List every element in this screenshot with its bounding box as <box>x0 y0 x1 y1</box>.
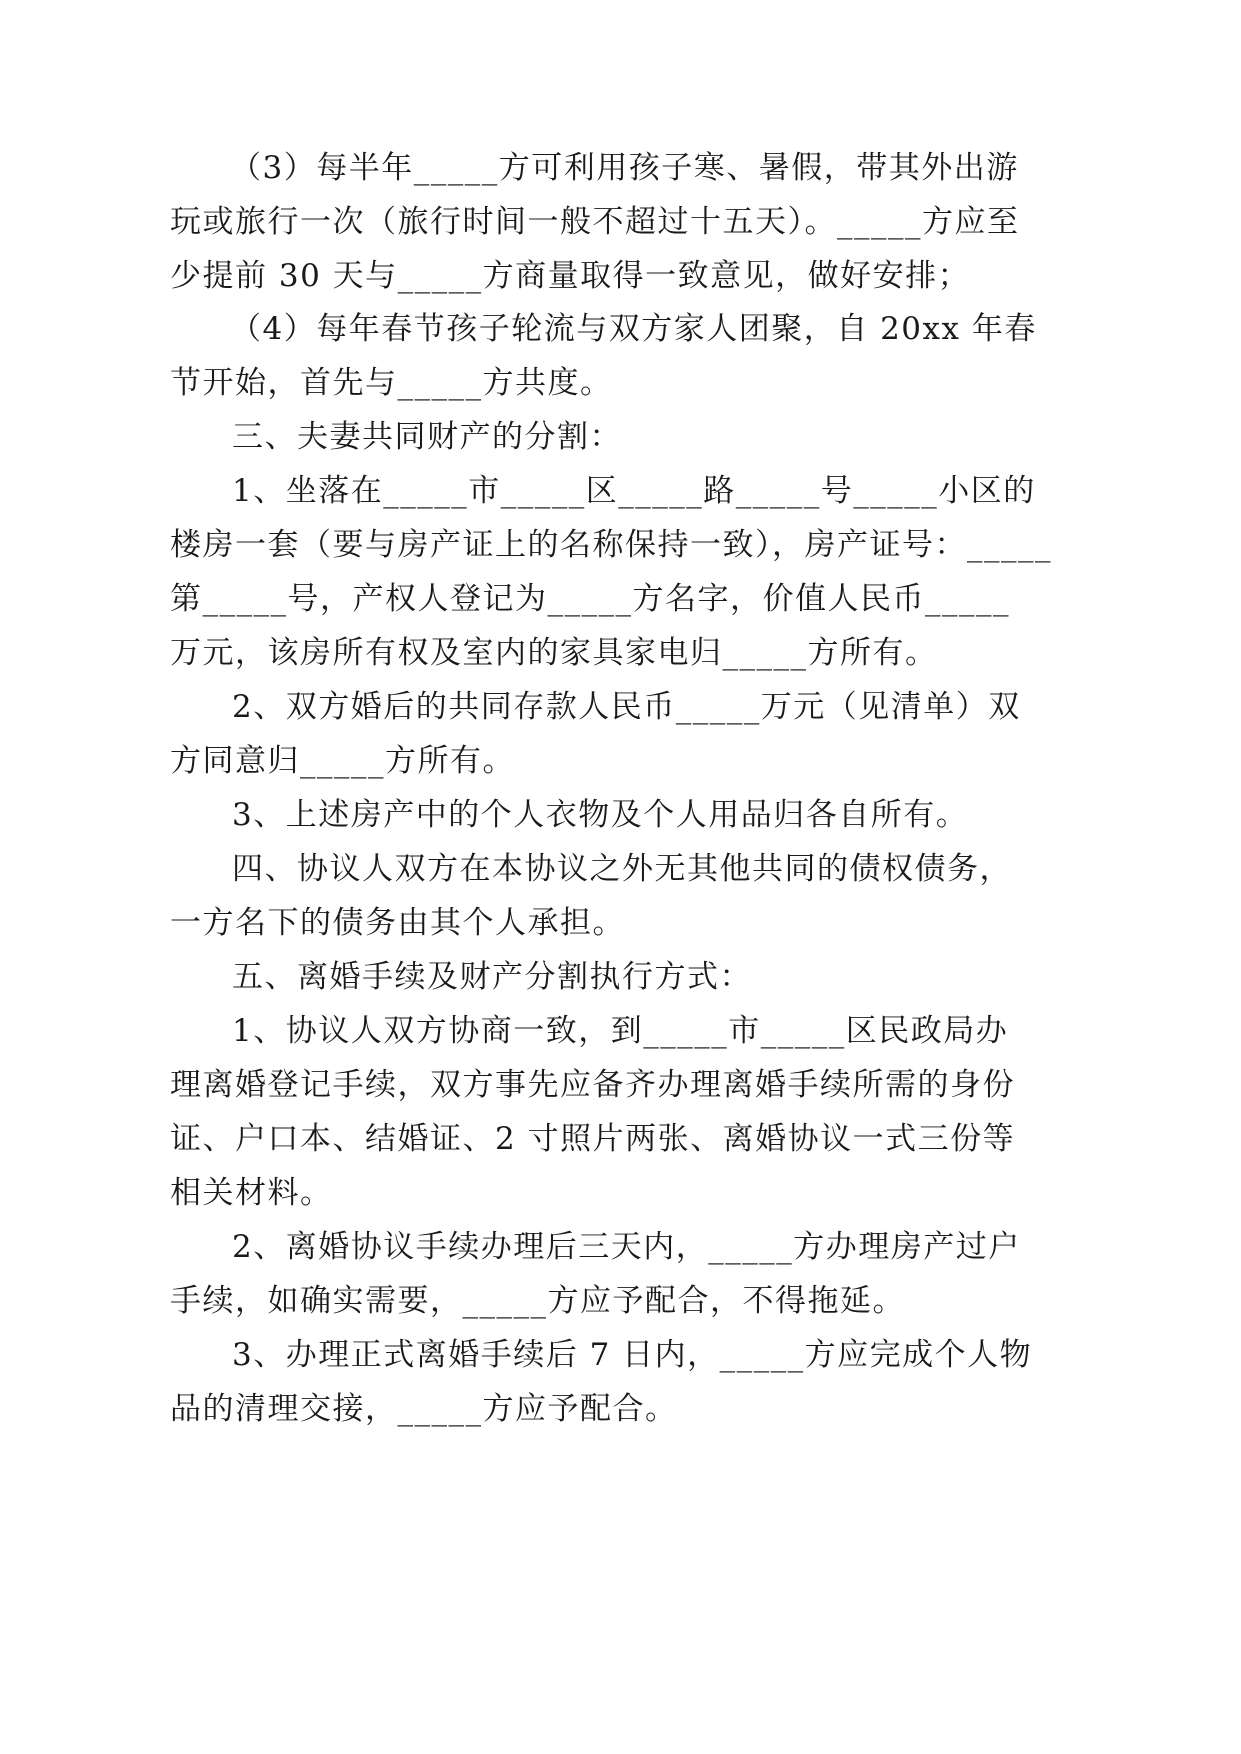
text-line-21: 2、离婚协议手续办理后三天内，_____方办理房产过户 <box>232 1229 1021 1265</box>
text-line-13: 3、上述房产中的个人衣物及个人用品归各自所有。 <box>232 797 969 833</box>
text-line-10: 万元，该房所有权及室内的家具家电归_____方所有。 <box>170 635 938 671</box>
text-line-20: 相关材料。 <box>170 1175 333 1211</box>
text-line-19: 证、户口本、结婚证、2 寸照片两张、离婚协议一式三份等 <box>170 1121 1016 1157</box>
text-line-18: 理离婚登记手续，双方事先应备齐办理离婚手续所需的身份 <box>170 1067 1015 1103</box>
text-line-8: 楼房一套（要与房产证上的名称保持一致），房产证号：_____ <box>170 527 1052 563</box>
text-line-12: 方同意归_____方所有。 <box>170 743 515 779</box>
text-line-24: 品的清理交接，_____方应予配合。 <box>170 1391 678 1427</box>
text-line-5: 节开始，首先与_____方共度。 <box>170 365 613 401</box>
text-line-9: 第_____号，产权人登记为_____方名字，价值人民币_____ <box>170 581 1010 617</box>
text-line-7: 1、坐落在_____市_____区_____路_____号_____小区的 <box>232 473 1036 509</box>
text-line-15: 一方名下的债务由其个人承担。 <box>170 905 625 941</box>
text-line-11: 2、双方婚后的共同存款人民币_____万元（见清单）双 <box>232 689 1021 725</box>
text-line-4: （4）每年春节孩子轮流与双方家人团聚，自 20xx 年春 <box>230 311 1037 347</box>
text-line-22: 手续，如确实需要，_____方应予配合，不得拖延。 <box>170 1283 905 1319</box>
section-heading-4: 四、协议人双方在本协议之外无其他共同的债权债务， <box>232 851 1012 887</box>
text-line-17: 1、协议人双方协商一致，到_____市_____区民政局办 <box>232 1013 1009 1049</box>
text-line-3: 少提前 30 天与_____方商量取得一致意见，做好安排； <box>170 258 971 294</box>
section-heading-5: 五、离婚手续及财产分割执行方式： <box>232 959 752 995</box>
text-line-2: 玩或旅行一次（旅行时间一般不超过十五天）。_____方应至 <box>170 204 1020 240</box>
section-heading-3: 三、夫妻共同财产的分割： <box>232 419 622 455</box>
text-line-23: 3、办理正式离婚手续后 7 日内，_____方应完成个人物 <box>232 1337 1033 1373</box>
text-line-1: （3）每半年_____方可利用孩子寒、暑假，带其外出游 <box>230 150 1019 186</box>
